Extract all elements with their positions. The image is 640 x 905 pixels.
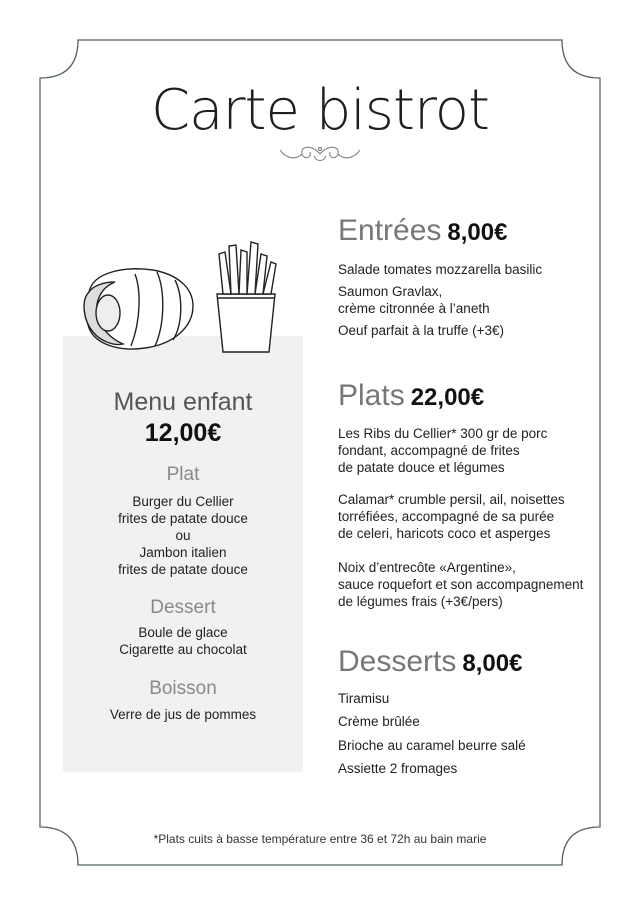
entree-item bbox=[338, 283, 588, 317]
kids-plat-item: Jambon italien bbox=[139, 545, 227, 560]
footnote: *Plats cuits à basse température entre 36 et 72h au bain marie bbox=[153, 832, 487, 846]
plat-item bbox=[338, 491, 588, 542]
entree-line: Salade tomates mozzarella basilic bbox=[338, 262, 543, 277]
dessert-line: Brioche au caramel beurre salé bbox=[338, 738, 526, 753]
entree-item bbox=[338, 261, 588, 278]
ham-and-fries-illustration bbox=[75, 240, 290, 360]
plat-line: torréfiées, accompagné de sa purée bbox=[338, 509, 555, 524]
dessert-line: Tiramisu bbox=[338, 691, 390, 706]
kids-menu-price: 12,00€ bbox=[144, 419, 222, 447]
dessert-item bbox=[338, 713, 588, 730]
dessert-line: Crème brûlée bbox=[338, 714, 420, 729]
dessert-item bbox=[338, 690, 588, 707]
plat-line: Les Ribs du Cellier* 300 gr de porc bbox=[338, 426, 548, 441]
plats-title: Plats bbox=[338, 379, 405, 412]
plat-line: sauce roquefort et son accompagnement bbox=[338, 577, 584, 592]
kids-boisson-label: Boisson bbox=[149, 678, 217, 699]
entree-line: crème citronnée à l’aneth bbox=[338, 301, 490, 316]
entree-line: Saumon Gravlax, bbox=[338, 284, 443, 299]
desserts-heading bbox=[338, 645, 522, 679]
dessert-item bbox=[338, 760, 588, 777]
kids-plat-item: Burger du Cellier bbox=[132, 494, 234, 509]
kids-boisson-list bbox=[63, 706, 303, 723]
plat-item bbox=[338, 559, 588, 610]
entrees-price: 8,00€ bbox=[447, 219, 508, 246]
kids-plat-item: frites de patate douce bbox=[118, 562, 248, 577]
plat-line: de légumes frais (+3€/pers) bbox=[338, 594, 503, 609]
kids-dessert-item: Boule de glace bbox=[138, 625, 228, 640]
dessert-item bbox=[338, 737, 588, 754]
kids-plat-item: frites de patate douce bbox=[118, 511, 248, 526]
plat-line: fondant, accompagné de frites bbox=[338, 443, 520, 458]
kids-dessert-item: Cigarette au chocolat bbox=[119, 642, 247, 657]
plats-heading bbox=[338, 379, 484, 413]
page-title: Carte bistrot bbox=[151, 78, 489, 143]
entree-line: Oeuf parfait à la truffe (+3€) bbox=[338, 323, 504, 338]
plat-line: Calamar* crumble persil, ail, noisettes bbox=[338, 492, 565, 507]
desserts-price: 8,00€ bbox=[462, 650, 523, 677]
plat-item bbox=[338, 425, 588, 476]
plat-line: Noix d’entrecôte «Argentine», bbox=[338, 560, 516, 575]
plat-line: de celeri, haricots coco et asperges bbox=[338, 526, 551, 541]
kids-plat-label: Plat bbox=[166, 464, 200, 485]
plat-line: de patate douce et légumes bbox=[338, 460, 505, 475]
kids-plat-item: ou bbox=[175, 528, 191, 543]
desserts-title: Desserts bbox=[338, 645, 457, 678]
flourish-ornament bbox=[276, 140, 364, 166]
kids-dessert-list bbox=[63, 624, 303, 658]
kids-menu-title: Menu enfant bbox=[113, 388, 253, 416]
kids-plat-list bbox=[63, 493, 303, 578]
kids-boisson-item: Verre de jus de pommes bbox=[109, 707, 257, 722]
entrees-title: Entrées bbox=[338, 214, 442, 247]
entree-item bbox=[338, 322, 588, 339]
plats-price: 22,00€ bbox=[410, 384, 485, 411]
dessert-line: Assiette 2 fromages bbox=[338, 761, 458, 776]
kids-dessert-label: Dessert bbox=[150, 597, 216, 618]
entrees-heading bbox=[338, 214, 507, 248]
